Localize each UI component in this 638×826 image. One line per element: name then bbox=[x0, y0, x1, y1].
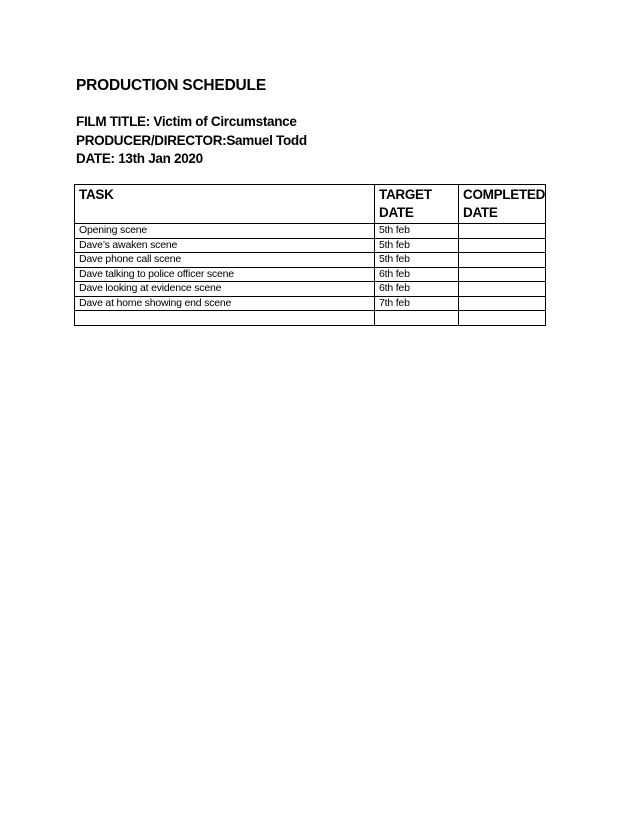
header-task-label: TASK bbox=[79, 187, 114, 202]
film-details bbox=[76, 113, 307, 169]
target-date-cell bbox=[375, 311, 459, 326]
task-cell: Dave phone call scene bbox=[75, 253, 375, 268]
task-cell: Dave’s awaken scene bbox=[75, 238, 375, 253]
target-date-cell: 6th feb bbox=[375, 282, 459, 297]
target-date-cell: 5th feb bbox=[375, 224, 459, 239]
completed-date-cell bbox=[459, 238, 546, 253]
table-row bbox=[75, 282, 546, 297]
completed-date-cell bbox=[459, 224, 546, 239]
header-completed-label-line1: COMPLETED bbox=[463, 187, 546, 202]
film-title-line: FILM TITLE: Victim of Circumstance bbox=[76, 114, 297, 129]
producer-director-line: PRODUCER/DIRECTOR:Samuel Todd bbox=[76, 132, 307, 148]
table-row bbox=[75, 296, 546, 311]
completed-date-cell bbox=[459, 267, 546, 282]
table-row bbox=[75, 253, 546, 268]
header-target-label-line1: TARGET bbox=[379, 187, 432, 202]
table-row bbox=[75, 238, 546, 253]
completed-date-cell bbox=[459, 311, 546, 326]
target-date-cell: 7th feb bbox=[375, 296, 459, 311]
target-date-cell: 5th feb bbox=[375, 253, 459, 268]
target-date-cell: 5th feb bbox=[375, 238, 459, 253]
task-cell: Dave at home showing end scene bbox=[75, 296, 375, 311]
task-cell: Dave talking to police officer scene bbox=[75, 267, 375, 282]
production-schedule-table bbox=[74, 184, 546, 326]
task-cell bbox=[75, 311, 375, 326]
task-cell: Dave looking at evidence scene bbox=[75, 282, 375, 297]
completed-date-cell bbox=[459, 253, 546, 268]
table-row bbox=[75, 267, 546, 282]
header-target-label-line2: DATE bbox=[379, 205, 414, 220]
table-header-row bbox=[75, 185, 546, 224]
table-row bbox=[75, 224, 546, 239]
document-title: PRODUCTION SCHEDULE bbox=[76, 77, 266, 94]
target-date-cell: 6th feb bbox=[375, 267, 459, 282]
header-completed-label-line2: DATE bbox=[463, 205, 498, 220]
header-task bbox=[75, 185, 375, 224]
header-completed-date bbox=[459, 185, 546, 224]
header-target-date bbox=[375, 185, 459, 224]
completed-date-cell bbox=[459, 282, 546, 297]
task-cell: Opening scene bbox=[75, 224, 375, 239]
completed-date-cell bbox=[459, 296, 546, 311]
date-line: DATE: 13th Jan 2020 bbox=[76, 151, 203, 166]
table-row-empty bbox=[75, 311, 546, 326]
